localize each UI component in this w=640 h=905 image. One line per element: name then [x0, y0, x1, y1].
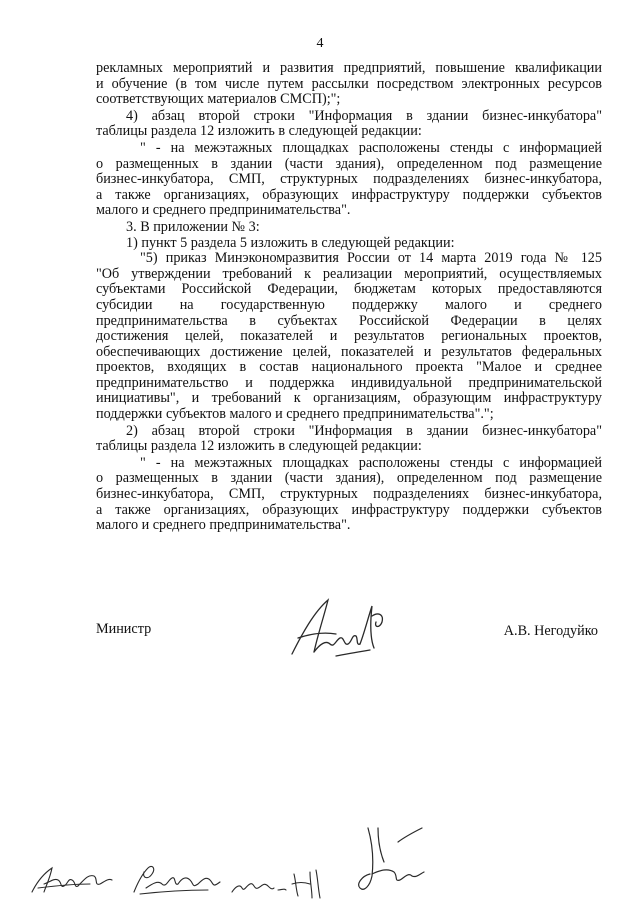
text-line: "Об утверждении требований к реализации мероприятий, осуществляемых: [96, 265, 602, 282]
text-line: 2) абзац второй строки "Информация в здании бизнес-инкубатора": [126, 422, 602, 439]
paragraph: [96, 109, 602, 140]
text-line: рекламных мероприятий и развития предприятий, повышение квалификации: [96, 60, 602, 76]
quoted-paragraph: [96, 141, 602, 219]
approval-initials: [338, 822, 428, 902]
approval-initials: [228, 864, 338, 902]
text-line: бизнес-инкубатора, СМП, структурных подразделениях бизнес-инкубатора,: [96, 171, 602, 188]
text-line: 3. В приложении № 3:: [126, 218, 260, 235]
text-line: малого и среднего предпринимательства".: [96, 202, 351, 219]
text-line: предпринимательства в субъектах Российской Федерации в целях: [96, 312, 602, 329]
signer-name: А.В. Негодуйко: [503, 623, 598, 639]
text-line: " - на межэтажных площадках расположены стенды с информацией: [140, 454, 602, 471]
text-line: предпринимательство и поддержка индивидуальной предпринимательской: [96, 374, 602, 391]
text-line: а также организациях, образующих инфраструктуру поддержки субъектов: [96, 501, 602, 518]
text-line: 1) пункт 5 раздела 5 изложить в следующей редакции:: [126, 234, 455, 251]
text-line: " - на межэтажных площадках расположены стенды с информацией: [140, 139, 602, 156]
text-line: соответствующих материалов СМСП);";: [96, 91, 341, 108]
document-body: [96, 61, 602, 534]
paragraph: [96, 424, 602, 455]
text-line: а также организациях, образующих инфраструктуру поддержки субъектов: [96, 186, 602, 203]
text-line: таблицы раздела 12 изложить в следующей редакции:: [96, 438, 422, 455]
quoted-paragraph: [96, 251, 602, 423]
text-line: проектов, входящих в состав национального проекта "Малое и среднее: [96, 359, 602, 376]
text-line: субсидии на государственную поддержку малого и среднего: [96, 296, 602, 313]
text-line: малого и среднего предпринимательства".: [96, 517, 351, 534]
text-line: о размещенных в здании (части здания), определенном под размещение: [96, 470, 602, 487]
text-line: 4) абзац второй строки "Информация в здании бизнес-инкубатора": [126, 107, 602, 124]
text-line: инициативы", и требований к организациям, образующим инфраструктуру: [96, 390, 602, 407]
approval-initials: [128, 858, 228, 900]
quoted-paragraph: [96, 456, 602, 534]
text-line: достижения целей, показателей и результатов региональных проектов,: [96, 328, 602, 345]
text-line: обеспечивающих достижение целей, показателей и результатов федеральных: [96, 343, 602, 360]
text-line: поддержки субъектов малого и среднего предпринимательства".";: [96, 406, 494, 423]
text-line: таблицы раздела 12 изложить в следующей редакции:: [96, 123, 422, 140]
paragraph: [96, 220, 602, 236]
position-title: Министр: [96, 621, 152, 637]
text-line: субъектами Российской Федерации, бюджетам которых предоставляются: [96, 281, 602, 298]
paragraph: [96, 236, 602, 252]
text-line: бизнес-инкубатора, СМП, структурных подразделениях бизнес-инкубатора,: [96, 486, 602, 503]
approval-initials: [28, 858, 118, 898]
page-number: 4: [316, 36, 324, 51]
minister-signature: [284, 594, 404, 664]
paragraph: [96, 61, 602, 108]
text-line: "5) приказ Минэкономразвития России от 14 марта 2019 года № 125: [140, 250, 602, 267]
text-line: о размещенных в здании (части здания), определенном под размещение: [96, 155, 602, 172]
text-line: и обучение (в том числе путем рассылки посредством электронных ресурсов: [96, 75, 602, 92]
